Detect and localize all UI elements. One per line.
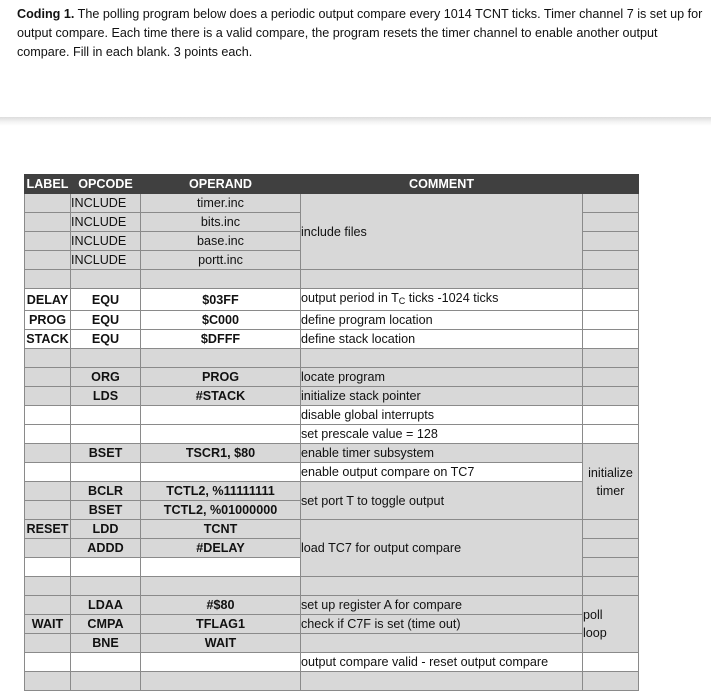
extra-cell — [583, 539, 639, 558]
operand-cell: TCTL2, %11111111 — [141, 482, 301, 501]
opcode-cell — [71, 672, 141, 691]
extra-cell — [583, 577, 639, 596]
label-cell — [25, 539, 71, 558]
opcode-cell: INCLUDE — [71, 213, 141, 232]
label-cell — [25, 368, 71, 387]
extra-cell — [583, 232, 639, 251]
comment-cell: check if C7F is set (time out) — [301, 615, 583, 634]
label-blank[interactable] — [25, 425, 71, 444]
opcode-cell: LDAA — [71, 596, 141, 615]
extra-cell — [583, 406, 639, 425]
comment-cell — [301, 289, 583, 311]
extra-cell — [583, 653, 639, 672]
opcode-blank[interactable] — [71, 463, 141, 482]
opcode-cell: BSET — [71, 444, 141, 463]
operand-blank[interactable] — [141, 406, 301, 425]
comment-cell: enable output compare on TC7 — [301, 463, 583, 482]
opcode-cell — [71, 270, 141, 289]
opcode-cell: EQU — [71, 289, 141, 311]
header-operand: OPERAND — [141, 175, 301, 194]
question-text — [17, 5, 707, 62]
opcode-blank[interactable] — [71, 558, 141, 577]
table-row — [25, 349, 639, 368]
side-note-line: loop — [583, 626, 607, 640]
label-cell — [25, 444, 71, 463]
label-cell — [25, 482, 71, 501]
table-row — [25, 482, 639, 501]
side-note-poll-loop — [583, 596, 639, 653]
opcode-blank[interactable] — [71, 425, 141, 444]
extra-cell — [583, 425, 639, 444]
question-title: Coding 1. — [17, 7, 75, 21]
extra-cell — [583, 270, 639, 289]
side-note-line: initialize — [588, 465, 633, 480]
extra-cell — [583, 672, 639, 691]
label-cell — [25, 213, 71, 232]
table-row — [25, 577, 639, 596]
comment-cell — [301, 270, 583, 289]
table-row — [25, 330, 639, 349]
side-note-line: poll — [583, 608, 603, 622]
comment-cell: define program location — [301, 311, 583, 330]
comment-load: load TC7 for output compare — [301, 520, 583, 577]
operand-cell: base.inc — [141, 232, 301, 251]
operand-cell: bits.inc — [141, 213, 301, 232]
extra-cell — [583, 289, 639, 311]
extra-cell — [583, 330, 639, 349]
comment-cell — [301, 577, 583, 596]
comment-cell: disable global interrupts — [301, 406, 583, 425]
label-cell — [25, 232, 71, 251]
header-label: LABEL — [25, 175, 71, 194]
section-divider — [0, 117, 711, 126]
comment-cell — [301, 634, 583, 653]
comment-cell: initialize stack pointer — [301, 387, 583, 406]
label-cell: STACK — [25, 330, 71, 349]
label-cell: DELAY — [25, 289, 71, 311]
comment-cell: locate program — [301, 368, 583, 387]
comment-cell — [301, 672, 583, 691]
opcode-cell: BCLR — [71, 482, 141, 501]
opcode-cell — [71, 349, 141, 368]
operand-blank[interactable] — [141, 463, 301, 482]
label-cell — [25, 634, 71, 653]
operand-cell: WAIT — [141, 634, 301, 653]
extra-cell — [583, 251, 639, 270]
comment-include: include files — [301, 194, 583, 270]
comment-cell: enable timer subsystem — [301, 444, 583, 463]
opcode-cell: INCLUDE — [71, 194, 141, 213]
label-cell — [25, 501, 71, 520]
label-cell: WAIT — [25, 615, 71, 634]
header-opcode: OPCODE — [71, 175, 141, 194]
opcode-cell: EQU — [71, 330, 141, 349]
label-cell — [25, 270, 71, 289]
opcode-cell: BNE — [71, 634, 141, 653]
operand-cell: $C000 — [141, 311, 301, 330]
table-row — [25, 463, 639, 482]
label-cell — [25, 251, 71, 270]
label-cell: PROG — [25, 311, 71, 330]
operand-cell — [141, 270, 301, 289]
opcode-cell: CMPA — [71, 615, 141, 634]
opcode-blank[interactable] — [71, 653, 141, 672]
opcode-cell: EQU — [71, 311, 141, 330]
extra-cell — [583, 213, 639, 232]
extra-cell — [583, 349, 639, 368]
label-cell: RESET — [25, 520, 71, 539]
operand-cell: portt.inc — [141, 251, 301, 270]
operand-cell: PROG — [141, 368, 301, 387]
extra-cell — [583, 558, 639, 577]
assembly-table — [24, 174, 639, 691]
opcode-cell: ADDD — [71, 539, 141, 558]
table-row — [25, 596, 639, 615]
extra-cell — [583, 520, 639, 539]
opcode-cell — [71, 577, 141, 596]
operand-cell — [141, 577, 301, 596]
label-cell — [25, 596, 71, 615]
table-row — [25, 387, 639, 406]
opcode-cell: BSET — [71, 501, 141, 520]
operand-cell — [141, 672, 301, 691]
opcode-blank[interactable] — [71, 406, 141, 425]
header-comment: COMMENT — [301, 175, 583, 194]
table-row — [25, 615, 639, 634]
table-row — [25, 444, 639, 463]
table-row — [25, 425, 639, 444]
opcode-cell: ORG — [71, 368, 141, 387]
operand-blank[interactable] — [141, 653, 301, 672]
operand-cell: #STACK — [141, 387, 301, 406]
comment-cell: define stack location — [301, 330, 583, 349]
label-cell — [25, 577, 71, 596]
comment-text: output period in T — [301, 291, 399, 305]
operand-cell: TCNT — [141, 520, 301, 539]
label-cell — [25, 349, 71, 368]
opcode-cell: LDS — [71, 387, 141, 406]
operand-cell: $03FF — [141, 289, 301, 311]
label-cell — [25, 387, 71, 406]
operand-blank[interactable] — [141, 558, 301, 577]
operand-cell: TCTL2, %01000000 — [141, 501, 301, 520]
table-row — [25, 634, 639, 653]
comment-cell: output compare valid - reset output compare — [301, 653, 583, 672]
table-row — [25, 311, 639, 330]
label-blank[interactable] — [25, 463, 71, 482]
comment-cell: set prescale value = 128 — [301, 425, 583, 444]
side-note-initialize-timer — [583, 444, 639, 520]
extra-cell — [583, 368, 639, 387]
table-row — [25, 194, 639, 213]
operand-cell: #DELAY — [141, 539, 301, 558]
table-row — [25, 289, 639, 311]
operand-cell: #$80 — [141, 596, 301, 615]
operand-cell: TSCR1, $80 — [141, 444, 301, 463]
comment-cell: set up register A for compare — [301, 596, 583, 615]
comment-subscript: C — [398, 296, 406, 306]
label-cell — [25, 194, 71, 213]
table-row — [25, 406, 639, 425]
operand-cell: $DFFF — [141, 330, 301, 349]
label-blank[interactable] — [25, 558, 71, 577]
comment-cell — [301, 349, 583, 368]
table-row — [25, 653, 639, 672]
side-note-line: timer — [596, 483, 625, 498]
table-row — [25, 368, 639, 387]
table-row — [25, 672, 639, 691]
table-row — [25, 520, 639, 539]
label-cell — [25, 672, 71, 691]
header-extra — [583, 175, 639, 194]
comment-text: ticks -1024 ticks — [405, 291, 499, 305]
comment-toggle: set port T to toggle output — [301, 482, 583, 520]
operand-cell: TFLAG1 — [141, 615, 301, 634]
operand-cell — [141, 349, 301, 368]
extra-cell — [583, 311, 639, 330]
label-blank[interactable] — [25, 406, 71, 425]
table-row — [25, 270, 639, 289]
opcode-cell: LDD — [71, 520, 141, 539]
operand-blank[interactable] — [141, 425, 301, 444]
extra-cell — [583, 387, 639, 406]
label-blank[interactable] — [25, 653, 71, 672]
opcode-cell: INCLUDE — [71, 232, 141, 251]
header-row — [25, 175, 639, 194]
opcode-cell: INCLUDE — [71, 251, 141, 270]
operand-cell: timer.inc — [141, 194, 301, 213]
question-body: The polling program below does a periodic output compare every 1014 TCNT ticks. Timer channel 7 is set up for output compare. Each time there is a valid compare, the program resets the timer channel to enable another output compare. Fill in each blank. 3 points each. — [17, 7, 703, 59]
extra-cell — [583, 194, 639, 213]
